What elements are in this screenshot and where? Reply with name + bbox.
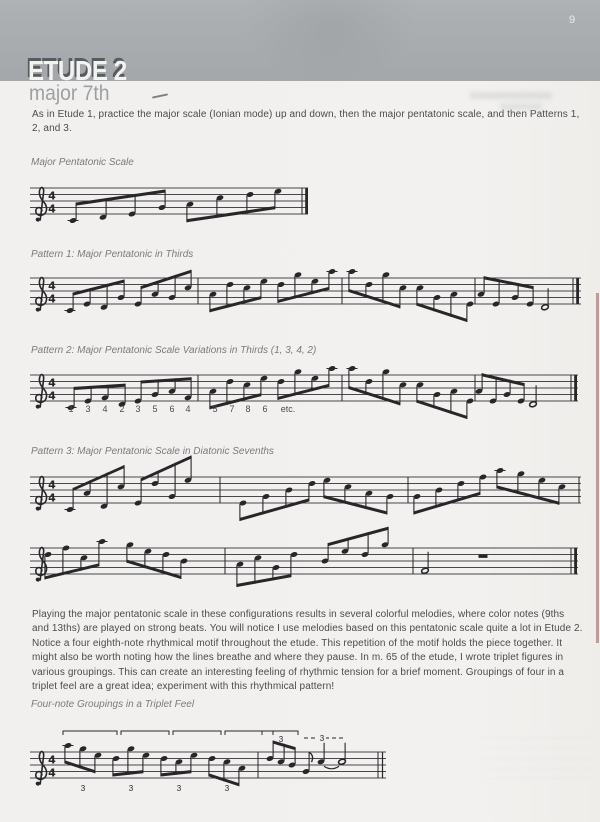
body-line: might also be worth noting how the lines breathe and where they pause. In m. 65 of the etude, I wrote triplet figures in xyxy=(32,652,564,664)
label-pattern-2: Pattern 2: Major Pentatonic Scale Variations in Thirds (1, 3, 4, 2) xyxy=(31,345,317,356)
svg-text:3: 3 xyxy=(80,784,86,793)
svg-text:4: 4 xyxy=(48,279,56,293)
bleed-through-ghost xyxy=(480,738,590,786)
svg-text:6: 6 xyxy=(262,404,268,414)
svg-text:4: 4 xyxy=(102,404,108,414)
svg-text:1: 1 xyxy=(68,404,74,414)
svg-text:5: 5 xyxy=(212,404,218,414)
svg-text:3: 3 xyxy=(319,734,325,743)
etude-subtitle: major 7th xyxy=(29,82,110,105)
svg-text:4: 4 xyxy=(48,292,56,306)
svg-text:6: 6 xyxy=(169,404,175,414)
label-pattern-3: Pattern 3: Major Pentatonic Scale in Diatonic Sevenths xyxy=(31,446,274,457)
pen-dash-mark xyxy=(152,93,168,98)
body-line: Playing the major pentatonic scale in these configurations results in several colorful melodies, where color notes (9ths xyxy=(32,609,565,620)
svg-text:4: 4 xyxy=(48,491,56,505)
body-line: various groupings. This can create an interesting feeling of rhythmic tension for a brief moment. Groupings of four in a xyxy=(32,666,565,678)
intro-paragraph xyxy=(32,108,579,137)
label-pattern-1: Pattern 1: Major Pentatonic in Thirds xyxy=(31,249,194,260)
svg-text:3: 3 xyxy=(85,404,91,414)
svg-text:3: 3 xyxy=(128,784,134,793)
svg-text:7: 7 xyxy=(229,404,235,414)
svg-text:4: 4 xyxy=(48,753,56,767)
body-line: and 13ths) are played on strong beats. You will notice I use melodies based on this pentatonic scale quite a lot in Etude 2. xyxy=(32,623,583,635)
svg-text:3: 3 xyxy=(135,404,141,414)
bleed-through-ghost xyxy=(470,92,552,99)
page-number: 9 xyxy=(569,14,576,26)
svg-text:2: 2 xyxy=(119,404,125,414)
svg-text:3: 3 xyxy=(176,784,182,793)
svg-text:4: 4 xyxy=(185,404,191,414)
svg-text:etc.: etc. xyxy=(280,404,296,414)
svg-text:4: 4 xyxy=(48,189,56,203)
svg-text:8: 8 xyxy=(245,404,251,414)
svg-text:4: 4 xyxy=(48,202,56,216)
intro-line: As in Etude 1, practice the major scale (Ionian mode) up and down, then the major pentatonic scale, and then Patterns 1, xyxy=(32,109,580,120)
body-line: Notice a four eighth-note rhythmical motif throughout the etude. This repetition of the motif holds the piece together. It xyxy=(32,637,563,649)
svg-text:4: 4 xyxy=(48,766,56,780)
body-line: triplet feel are a great idea; experiment with this rhythmical pattern! xyxy=(32,681,335,693)
svg-text:3: 3 xyxy=(224,784,230,793)
svg-text:3: 3 xyxy=(278,735,284,744)
etude-title: ETUDE 2 xyxy=(28,55,127,86)
body-paragraph xyxy=(32,608,583,694)
label-major-pentatonic-scale: Major Pentatonic Scale xyxy=(31,157,134,168)
svg-text:4: 4 xyxy=(48,376,56,390)
svg-text:5: 5 xyxy=(152,404,158,414)
label-triplet-groupings: Four-note Groupings in a Triplet Feel xyxy=(31,699,195,710)
svg-text:4: 4 xyxy=(48,478,56,492)
svg-text:4: 4 xyxy=(48,389,56,403)
scan-edge-artifact xyxy=(596,293,599,643)
intro-line: 2, and 3. xyxy=(32,123,72,135)
